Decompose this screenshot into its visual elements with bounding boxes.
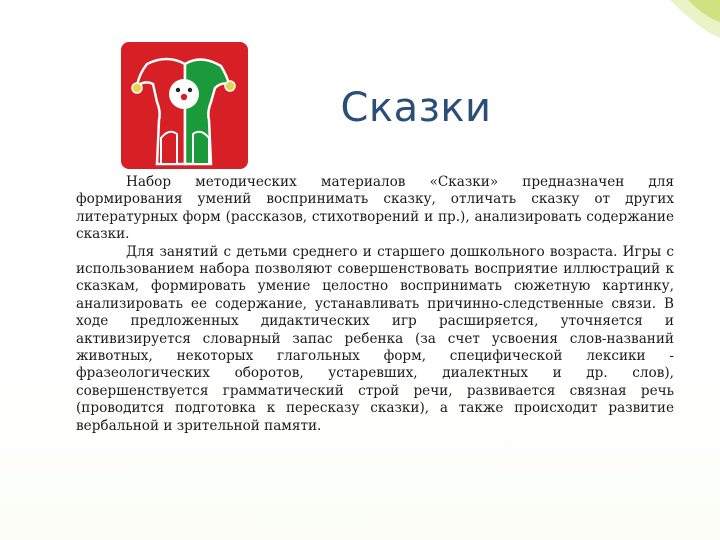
- jester-hat-icon: [121, 42, 248, 169]
- page-title: Сказки: [340, 85, 492, 131]
- body-text: [76, 174, 674, 435]
- paragraph-2: Для занятий с детьми среднего и старшего дошкольного возраста. Игры с использованием набора позволяют совершенствовать восприятие иллюстраций к сказкам, формировать умение целостно воспринимать сюжетную картинку, анализировать ее содержание, устанавливать причинно-следственные связи. В ходе предложенных дидактических игр расширяется, уточняется и активизируется словарный запас ребенка (за счет усвоения слов-названий животных, некоторых глагольных форм, специфической лексики - фразеологических оборотов, устаревших, диалектных и др. слов), совершенствуется грамматический строй речи, развивается связная речь (проводится подготовка к пересказу сказки), а также происходит развитие вербальной и зрительной памяти.: [76, 243, 674, 434]
- corner-decoration: [630, 0, 720, 90]
- paragraph-1: Набор методических материалов «Сказки» предназначен для формирования умений воспринимать сказку, отличать сказку от других литературных форм (рассказов, стихотворений и пр.), анализировать содержание сказки.: [76, 174, 674, 243]
